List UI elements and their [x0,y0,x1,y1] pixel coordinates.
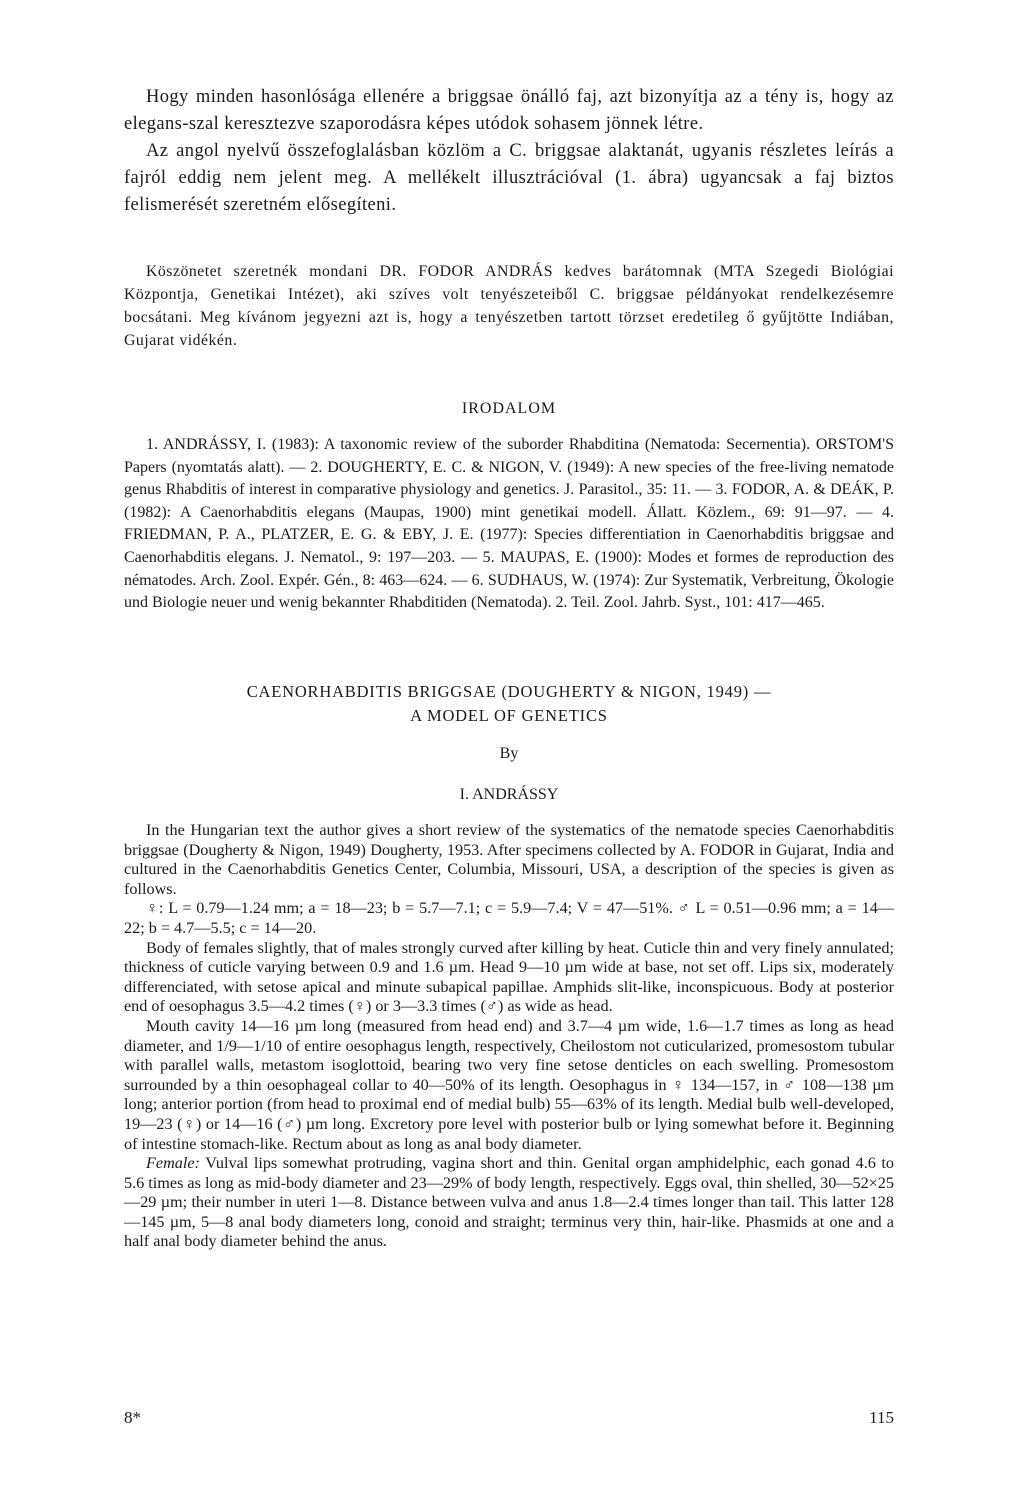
english-paragraph-2: ♀: L = 0.79—1.24 mm; a = 18—23; b = 5.7—7.1; c = 5.9—7.4; V = 47—51%. ♂ L = 0.51—0.96 mm; a = 14—22; b = 4.7—5.5; c = 14—20. [124,899,894,937]
signature-mark: 8* [124,1408,141,1427]
references-heading: IRODALOM [461,400,557,417]
female-label: Female: [146,1154,200,1173]
title-line-1: CAENORHABDITIS BRIGGSAE (DOUGHERTY & NIGON, 1949) — [246,682,772,701]
page-number: 115 [869,1408,894,1427]
english-title [124,680,894,728]
title-line-2: A MODEL OF GENETICS [410,706,608,725]
author-name: I. ANDRÁSSY [459,786,559,803]
english-paragraph-5 [124,1154,894,1252]
english-paragraph-4: Mouth cavity 14—16 µm long (measured from head end) and 3.7—4 µm wide, 1.6—1.7 times as long as head diameter, and 1/9—1/10 of entire oesophagus length, respectively, Cheilostom not cuticularized, promesostom tubular with parallel walls, metastom isoglottoid, bearing two very fine setose denticles on each swelling. Promesostom surrounded by a thin oesophageal collar to 40—50% of its length. Oesophagus in ♀ 134—157, in ♂ 108—138 µm long; anterior portion (from head to proximal end of medial bulb) 55—63% of its length. Medial bulb well-developed, 19—23 (♀) or 14—16 (♂) µm long. Excretory pore level with posterior bulb or lying somewhat before it. Beginning of intestine stomach-like. Rectum about as long as anal body diameter. [124,1016,894,1153]
english-paragraph-3: Body of females slightly, that of males strongly curved after killing by heat. Cuticle thin and very finely annulated; thickness of cuticle varying between 0.9 and 1.6 µm. Head 9—10 µm wide at base, not set off. Lips six, moderately differenciated, with setose apical and minute subapical papillae. Amphids slit-like, inconspicuous. Body at posterior end of oesophagus 3.5—4.2 times (♀) or 3—3.3 times (♂) as wide as head. [124,938,894,1016]
hungarian-paragraph-2: Az angol nyelvű összefoglalásban közlöm a C. briggsae alaktanát, ugyanis részletes leírás a fajról eddig nem jelent meg. A mellékelt illusztrációval (1. ábra) ugyancsak a faj biztos felismerését szeretném elősegíteni. [124,141,894,215]
acknowledgement: Köszönetet szeretnék mondani DR. FODOR ANDRÁS kedves barátomnak (MTA Szegedi Biológiai Központja, Genetikai Intézet), aki szíves volt tenyészeteiből C. briggsae példányokat rendelkezésemre bocsátani. Meg kívánom jegyezni azt is, hogy a tenyészetben tartott törzset eredetileg ő gyűjtötte Indiában, Gujarat vidékén. [124,263,894,349]
english-paragraph-1: In the Hungarian text the author gives a short review of the systematics of the nematode species Caenorhabditis briggsae (Dougherty & Nigon, 1949) Dougherty, 1953. After specimens collected by A. FODOR in Gujarat, India and cultured in the Caenorhabditis Genetics Center, Columbia, Missouri, USA, a description of the species is given as follows. [124,821,894,898]
hungarian-paragraph-1: Hogy minden hasonlósága ellenére a briggsae önálló faj, azt bizonyítja az a tény is, hogy az elegans-szal keresztezve szaporodásra képes utódok sohasem jönnek létre. [124,87,894,134]
hungarian-text [124,84,894,219]
byline: By [499,745,519,762]
female-description: Vulval lips somewhat protruding, vagina short and thin. Genital organ amphidelphic, each gonad 4.6 to 5.6 times as long as mid-body diameter and 23—29% of body length, respectively. Eggs oval, thin shelled, 30—52×25—29 µm; their number in uteri 1—8. Distance between vulva and anus 1.8—2.4 times longer than tail. This latter 128—145 µm, 5—8 anal body diameters long, conoid and straight; terminus very thin, hair-like. Phasmids at one and a half anal body diameter behind the anus. [124,1154,894,1251]
references-list: 1. ANDRÁSSY, I. (1983): A taxonomic review of the suborder Rhabditina (Nematoda: Secernentia). ORSTOM'S Papers (nyomtatás alatt). — 2. DOUGHERTY, E. C. & NIGON, V. (1949): A new species of the free-living nematode genus Rhabditis of interest in comparative physiology and genetics. J. Parasitol., 35: 11. — 3. FODOR, A. & DEÁK, P. (1982): A Caenorhabditis elegans (Maupas, 1900) mint genetikai modell. Állatt. Közlem., 69: 91—97. — 4. FRIEDMAN, P. A., PLATZER, E. G. & EBY, J. E. (1977): Species differentiation in Caenorhabditis briggsae and Caenorhabditis elegans. J. Nematol., 9: 197—203. — 5. MAUPAS, E. (1900): Modes et formes de reproduction des nématodes. Arch. Zool. Expér. Gén., 8: 463—624. — 6. SUDHAUS, W. (1974): Zur Systematik, Verbreitung, Ökologie und Biologie neuer und wenig bekannter Rhabditiden (Nematoda). 2. Teil. Zool. Jahrb. Syst., 101: 417—465. [124,436,894,612]
english-summary [124,821,894,1252]
